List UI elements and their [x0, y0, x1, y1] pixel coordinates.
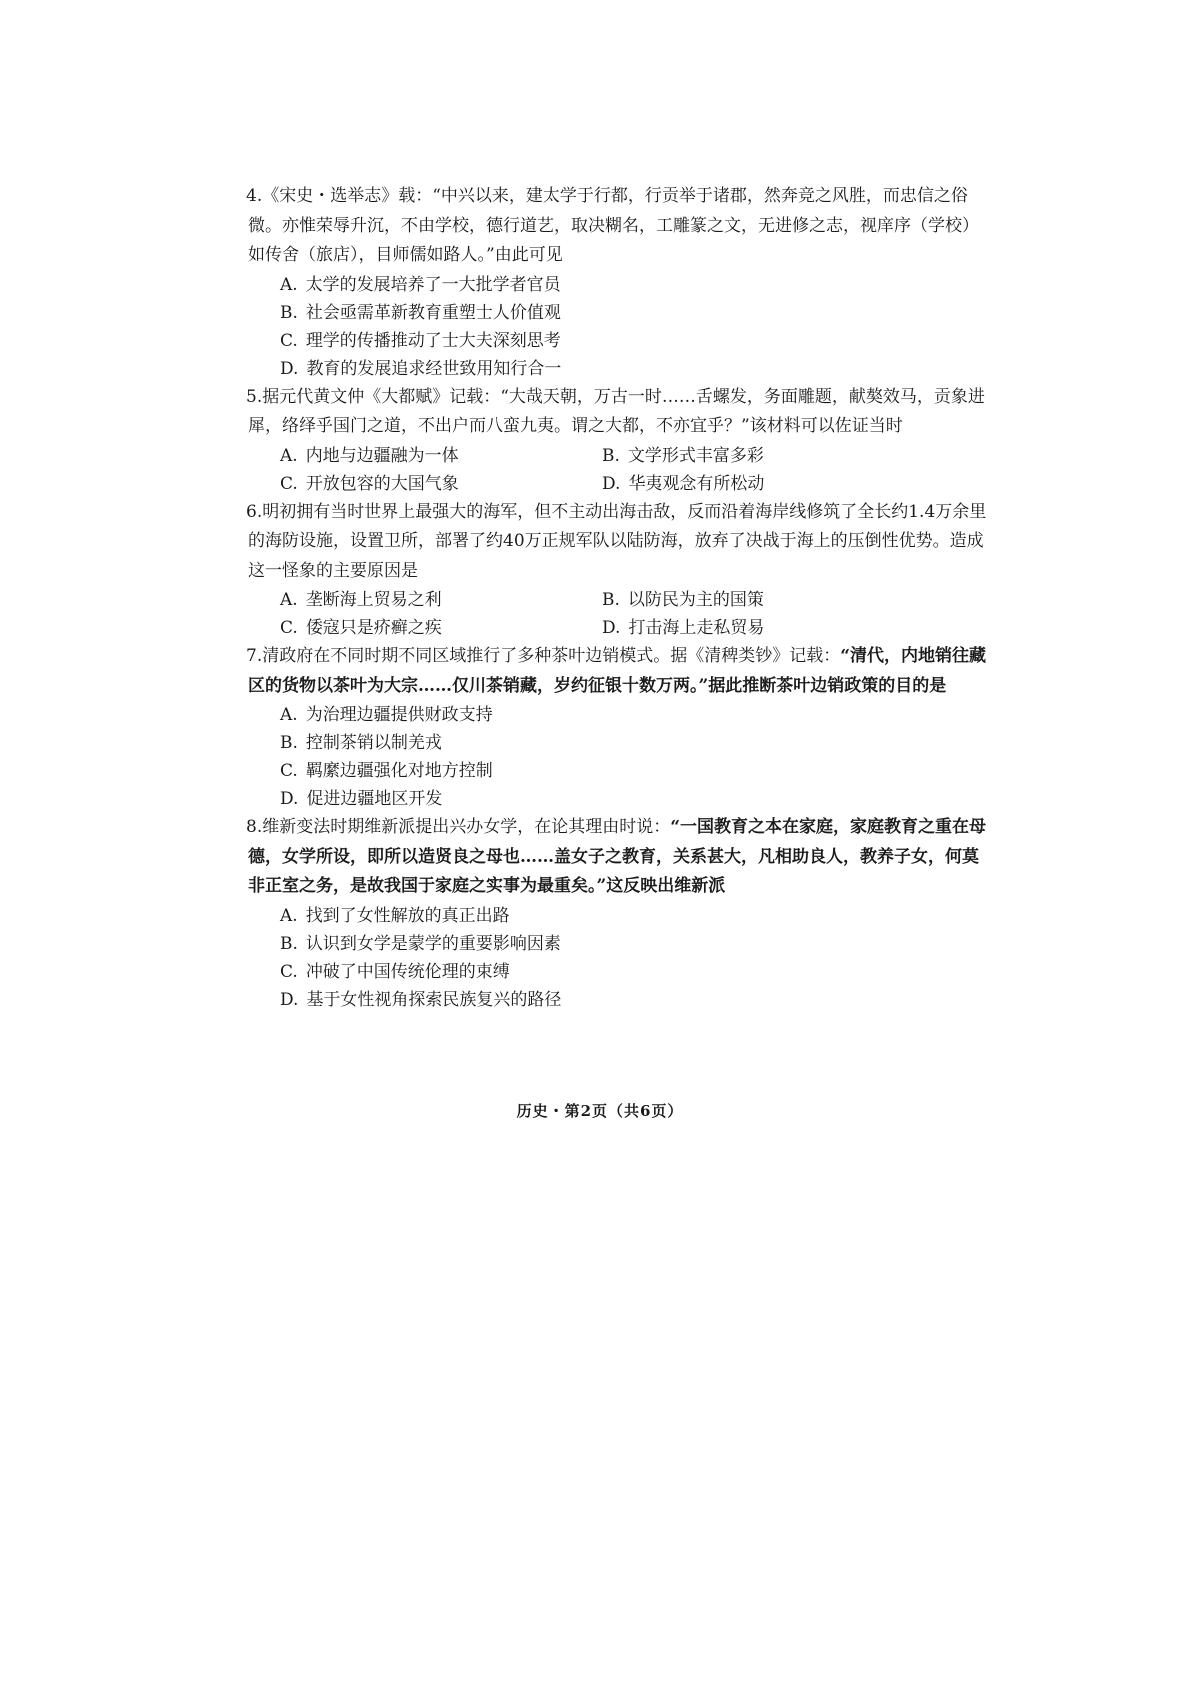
option-label: B.: [280, 933, 298, 954]
option-b: [248, 930, 992, 958]
option-text: 华夷观念有所松动: [628, 473, 765, 494]
question-text: 据元代黄文仲《大都赋》记载：“大哉天朝，万古一时……舌螺发，务面雕题，献獒效马，贡象进犀，络绎乎国门之道，不出户而八蛮九夷。谓之大都，不亦宜乎？”该材料可以佐证当时: [248, 386, 985, 436]
quoted-source: “一国教育之本在家庭，家庭教育之重在母德，女学所设，即所以造贤良之母也……盖女子之教育，关系甚大，凡相助良人，教养子女，何莫非正室之务，是故我国于家庭之实事为最重矣。”: [248, 817, 987, 896]
option-grid: [248, 442, 992, 498]
question-7: [248, 642, 992, 813]
option-b: [602, 586, 992, 614]
option-label: C.: [280, 618, 298, 638]
option-c: [248, 757, 992, 785]
question-number: 5.: [246, 386, 263, 407]
option-b: [248, 299, 992, 327]
option-label: D.: [602, 618, 621, 638]
option-text: 垄断海上贸易之利: [305, 590, 442, 610]
question-number: 6.: [246, 501, 263, 522]
option-label: A.: [280, 590, 298, 610]
option-c: [280, 470, 602, 498]
option-a: [248, 902, 992, 930]
question-text: 维新变法时期维新派提出兴办女学，在论其理由时说：: [262, 817, 671, 837]
option-label: C.: [280, 761, 298, 781]
option-label: B.: [602, 590, 620, 610]
option-c: [248, 327, 992, 355]
question-8: [248, 813, 992, 1014]
question-stem: [248, 642, 992, 701]
question-number: 7.: [246, 646, 263, 666]
option-d: [602, 614, 992, 642]
option-text: 教育的发展追求经世致用知行合一: [306, 358, 562, 379]
option-text: 为治理边疆提供财政支持: [305, 705, 493, 725]
option-label: B.: [280, 302, 298, 323]
question-stem: [248, 383, 992, 442]
option-grid: [248, 586, 992, 642]
option-text: 倭寇只是疥癣之疾: [305, 618, 442, 638]
option-label: D.: [602, 473, 621, 494]
question-prompt: 据此推断茶叶边销政策的目的是: [708, 675, 947, 696]
option-d: [248, 986, 992, 1014]
question-text: 《宋史・选举志》载：“中兴以来，建太学于行都，行贡举于诸郡，然奔竞之风胜，而忠信之俗微。亦惟荣辱升沉，不由学校，德行道艺，取决糊名，工雕篆之文，无进修之志，视庠序（学校）如传舍（旅店），目师儒如路人。”由此可见: [248, 186, 979, 265]
option-label: A.: [280, 905, 298, 926]
option-text: 找到了女性解放的真正出路: [305, 905, 510, 926]
option-text: 羁縻边疆强化对地方控制: [305, 761, 493, 781]
option-a: [248, 271, 992, 299]
option-d: [602, 470, 992, 498]
option-d: [248, 785, 992, 813]
option-text: 内地与边疆融为一体: [305, 445, 459, 466]
question-number: 8.: [246, 817, 263, 837]
page-footer: 历史・第2页（共6页）: [516, 1102, 684, 1120]
option-text: 打击海上走私贸易: [628, 618, 765, 638]
option-text: 文学形式丰富多彩: [627, 445, 764, 466]
option-b: [248, 729, 992, 757]
option-text: 社会亟需革新教育重塑士人价值观: [305, 302, 561, 323]
question-stem: [248, 813, 992, 902]
question-stem: [248, 182, 992, 271]
option-label: A.: [280, 274, 298, 295]
option-label: B.: [280, 733, 298, 753]
question-text: 清政府在不同时期不同区域推行了多种茶叶边销模式。据《清稗类钞》记载：: [262, 646, 841, 666]
question-6: [248, 498, 992, 643]
option-text: 开放包容的大国气象: [305, 473, 459, 494]
option-label: B.: [602, 445, 620, 466]
option-label: D.: [280, 989, 299, 1010]
quoted-source: “清代，内地销往藏区的货物以茶叶为大宗……仅川茶销藏，岁约征银十数万两。”: [248, 646, 987, 696]
option-text: 以防民为主的国策: [627, 590, 764, 610]
option-b: [602, 442, 992, 470]
option-a: [280, 442, 602, 470]
option-text: 控制茶销以制羌戎: [305, 733, 442, 753]
question-5: [248, 383, 992, 498]
option-a: [248, 701, 992, 729]
question-text: 明初拥有当时世界上最强大的海军，但不主动出海击敌，反而沿着海岸线修筑了全长约1.4万余里的海防设施，设置卫所，部署了约40万正规军队以陆防海，放弃了决战于海上的压倒性优势。造成这一怪象的主要原因是: [248, 501, 987, 581]
option-c: [248, 958, 992, 986]
question-4: [248, 182, 992, 383]
option-label: D.: [280, 358, 299, 379]
option-a: [280, 586, 602, 614]
option-text: 冲破了中国传统伦理的束缚: [305, 961, 510, 982]
option-label: C.: [280, 330, 298, 351]
question-stem: [248, 498, 992, 587]
option-label: A.: [280, 445, 298, 466]
option-label: D.: [280, 789, 299, 809]
option-text: 促进边疆地区开发: [306, 789, 443, 809]
option-label: C.: [280, 961, 298, 982]
option-text: 太学的发展培养了一大批学者官员: [305, 274, 561, 295]
option-label: A.: [280, 705, 298, 725]
option-d: [248, 355, 992, 383]
question-number: 4.: [246, 186, 263, 206]
option-c: [280, 614, 602, 642]
question-list: [248, 182, 992, 1014]
option-label: C.: [280, 473, 298, 494]
option-text: 理学的传播推动了士大夫深刻思考: [305, 330, 561, 351]
option-text: 基于女性视角探索民族复兴的路径: [306, 989, 562, 1010]
option-text: 认识到女学是蒙学的重要影响因素: [305, 933, 561, 954]
question-prompt: 这反映出维新派: [606, 876, 726, 896]
